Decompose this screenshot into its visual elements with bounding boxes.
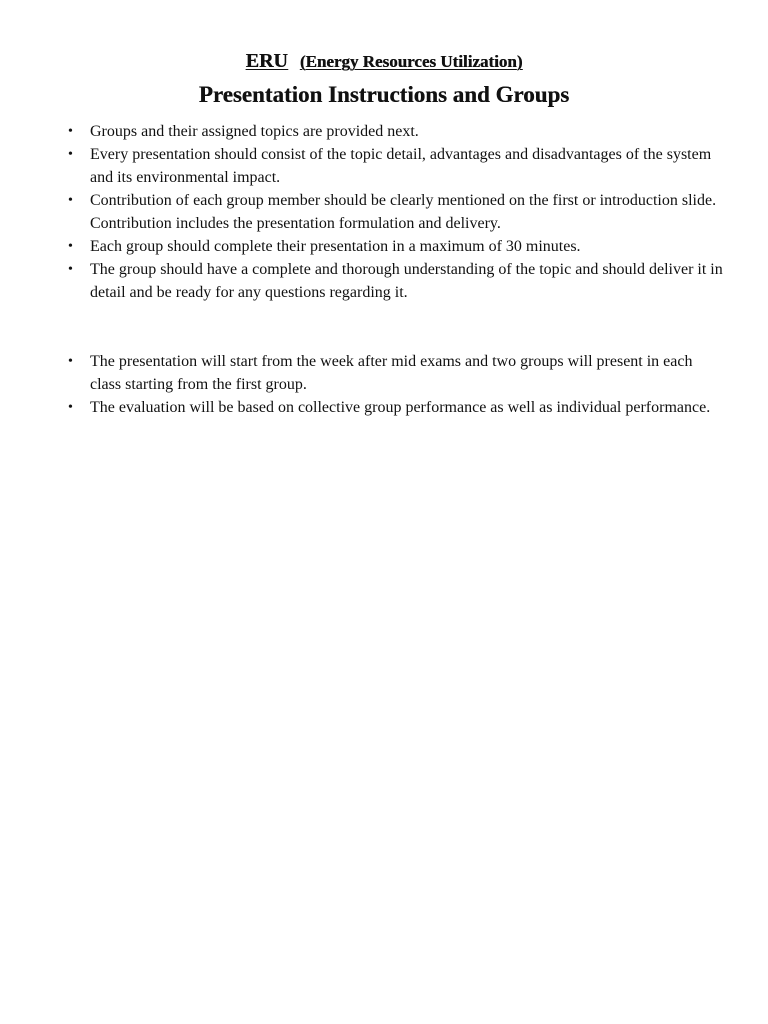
course-full-name: (Energy Resources Utilization) bbox=[299, 52, 523, 71]
list-item bbox=[0, 396, 768, 419]
list-item bbox=[0, 143, 768, 189]
list-item-text: The presentation will start from the week after mid exams and two groups will present in each class starting from the first group. bbox=[90, 353, 693, 393]
document-header bbox=[0, 48, 768, 112]
bullet-icon: • bbox=[68, 354, 73, 369]
list-item-text: The evaluation will be based on collective group performance as well as individual performance. bbox=[90, 399, 711, 416]
list-item-text: Contribution of each group member should be clearly mentioned on the first or introduction slide. Contribution includes the presentation formulation and delivery. bbox=[90, 192, 717, 232]
list-item bbox=[0, 235, 768, 258]
schedule-notes-list bbox=[0, 350, 768, 419]
course-abbreviation: ERU bbox=[245, 50, 288, 72]
bullet-icon: • bbox=[68, 147, 73, 162]
bullet-icon: • bbox=[68, 124, 73, 139]
list-item-text: Groups and their assigned topics are provided next. bbox=[90, 123, 419, 140]
bullet-icon: • bbox=[68, 400, 73, 415]
list-item bbox=[0, 120, 768, 143]
list-item-text: Each group should complete their presentation in a maximum of 30 minutes. bbox=[90, 238, 581, 255]
bullet-icon: • bbox=[68, 262, 73, 277]
bullet-icon: • bbox=[68, 239, 73, 254]
bullet-icon: • bbox=[68, 193, 73, 208]
list-item bbox=[0, 350, 768, 396]
course-heading bbox=[0, 48, 768, 76]
document-title: Presentation Instructions and Groups bbox=[198, 82, 570, 107]
list-item bbox=[0, 189, 768, 235]
list-item bbox=[0, 258, 768, 304]
list-item-text: The group should have a complete and thorough understanding of the topic and should deliver it in detail and be ready for any questions regarding it. bbox=[90, 261, 723, 301]
list-item-text: Every presentation should consist of the topic detail, advantages and disadvantages of the system and its environmental impact. bbox=[90, 146, 712, 186]
instructions-list bbox=[0, 120, 768, 304]
